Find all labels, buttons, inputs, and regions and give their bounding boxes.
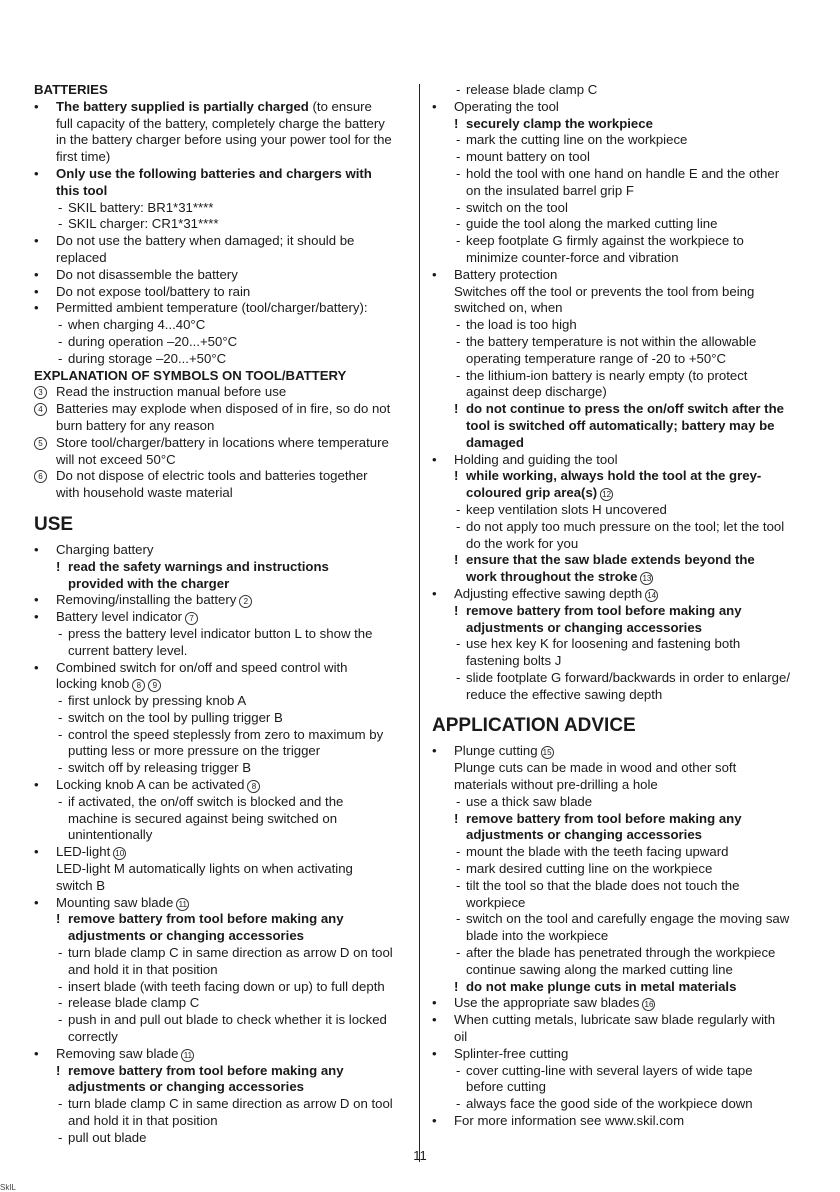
dash-continuation — [34, 643, 412, 660]
line-text: on the insulated barrel grip F — [466, 182, 634, 198]
warning-item — [432, 116, 810, 133]
dash-item — [432, 132, 810, 149]
line-text: switch off by releasing trigger B — [68, 760, 252, 776]
symbol-number-icon: 5 — [34, 437, 47, 450]
line-text: slide footplate G forward/backwards in order to enlarge/ — [466, 669, 790, 685]
dash-item — [34, 317, 412, 334]
line-text: oil — [454, 1029, 468, 1045]
dash-continuation — [432, 351, 810, 368]
dash-item — [34, 1012, 412, 1029]
dash-item — [432, 233, 810, 250]
symbol-number-icon: 4 — [34, 403, 47, 416]
dash-item — [432, 861, 810, 878]
figure-reference-icon: 15 — [541, 746, 554, 759]
dash-item — [34, 710, 412, 727]
line-text: USE — [34, 513, 74, 535]
line-text: mark desired cutting line on the workpiece — [466, 861, 713, 877]
line-text: For more information see www.skil.com — [454, 1113, 685, 1129]
line-text: Do not disassemble the battery — [56, 266, 238, 282]
line-text: (to ensure — [308, 98, 372, 114]
line-text: adjustments or changing accessories — [68, 928, 304, 944]
line-text: Combined switch for on/off and speed control with — [56, 659, 348, 675]
line-text: replaced — [56, 249, 107, 265]
warning-item — [34, 1063, 412, 1080]
line-text: Removing/installing the battery — [56, 592, 237, 608]
line-text: damaged — [466, 434, 524, 450]
warning-continuation — [432, 827, 810, 844]
figure-reference-icon: 12 — [600, 488, 613, 501]
dash-item — [432, 502, 810, 519]
bullet-continuation — [432, 284, 810, 301]
dash-item — [432, 166, 810, 183]
bullet-continuation — [432, 300, 810, 317]
line-text: when charging 4...40°C — [68, 317, 206, 333]
dash-item — [432, 1063, 810, 1080]
line-text: mark the cutting line on the workpiece — [466, 132, 688, 148]
warning-continuation — [432, 569, 810, 586]
line-text: coloured grip area(s) — [466, 485, 598, 501]
dash-continuation — [34, 1113, 412, 1130]
section-title — [34, 513, 412, 537]
line-text: with household waste material — [56, 485, 233, 501]
line-text: minimize counter-force and vibration — [466, 249, 679, 265]
dash-item — [432, 334, 810, 351]
bullet-item — [34, 233, 412, 250]
line-text: work throughout the stroke — [466, 569, 638, 585]
dash-item — [432, 149, 810, 166]
line-text: APPLICATION ADVICE — [432, 715, 636, 737]
line-text: operating temperature range of -20 to +50°C — [466, 350, 727, 366]
line-text: switch B — [56, 877, 106, 893]
dash-item — [432, 844, 810, 861]
line-text: switch on the tool — [466, 199, 568, 215]
line-text: Do not expose tool/battery to rain — [56, 283, 251, 299]
line-text: read the safety warnings and instructions — [68, 558, 329, 574]
bullet-item — [34, 895, 412, 912]
dash-item — [34, 945, 412, 962]
bullet-continuation — [432, 1029, 810, 1046]
line-text: switch on the tool and carefully engage the moving saw — [466, 911, 790, 927]
line-text: insert blade (with teeth facing down or up) to full depth — [68, 978, 385, 994]
dash-item — [432, 878, 810, 895]
bullet-item — [34, 592, 412, 609]
line-text: switch on the tool by pulling trigger B — [68, 709, 283, 725]
warning-item — [34, 559, 412, 576]
dash-item — [34, 979, 412, 996]
line-text: keep ventilation slots H uncovered — [466, 501, 667, 517]
warning-continuation — [34, 928, 412, 945]
dash-continuation — [432, 384, 810, 401]
line-text: if activated, the on/off switch is blocked and the — [68, 793, 344, 809]
line-text: press the battery level indicator button L to show the — [68, 625, 373, 641]
bold-text: Only use the following batteries and chargers with — [56, 165, 372, 181]
dash-item — [432, 945, 810, 962]
line-text: burn battery for any reason — [56, 417, 215, 433]
dash-item — [34, 760, 412, 777]
dash-item — [34, 334, 412, 351]
line-text: locking knob — [56, 676, 130, 692]
dash-item — [432, 670, 810, 687]
line-text: Store tool/charger/battery in locations where temperature — [56, 434, 389, 450]
bullet-item — [34, 300, 412, 317]
bullet-continuation — [34, 861, 412, 878]
dash-item — [34, 626, 412, 643]
warning-item — [432, 811, 810, 828]
bullet-item — [34, 660, 412, 677]
dash-continuation — [432, 687, 810, 704]
line-text: LED-light M automatically lights on when activating — [56, 861, 353, 877]
bullet-item — [432, 267, 810, 284]
bullet-item — [432, 452, 810, 469]
symbol-continuation — [34, 485, 412, 502]
line-text: machine is secured against being switched on — [68, 810, 338, 826]
figure-reference-icon: 7 — [185, 612, 198, 625]
line-text: first time) — [56, 149, 111, 165]
warning-item — [432, 401, 810, 418]
dash-item — [432, 82, 810, 99]
line-text: blade into the workpiece — [466, 928, 609, 944]
symbol-number-icon: 6 — [34, 470, 47, 483]
line-text: adjustments or changing accessories — [466, 827, 702, 843]
line-text: remove battery from tool before making any — [466, 602, 742, 618]
symbol-item — [34, 468, 412, 485]
dash-continuation — [432, 895, 810, 912]
dash-item — [34, 794, 412, 811]
line-text: full capacity of the battery, completely charge the battery — [56, 115, 385, 131]
line-text: first unlock by pressing knob A — [68, 693, 247, 709]
dash-item — [432, 794, 810, 811]
line-text: guide the tool along the marked cutting line — [466, 216, 718, 232]
warning-item — [432, 468, 810, 485]
section-title — [432, 714, 810, 738]
line-text: adjustments or changing accessories — [68, 1079, 304, 1095]
dash-item — [34, 1130, 412, 1147]
bullet-item — [34, 166, 412, 183]
bullet-continuation — [34, 183, 412, 200]
figure-reference-icon: 9 — [148, 679, 161, 692]
page-number: 11 — [413, 1148, 427, 1163]
figure-reference-icon: 14 — [645, 589, 658, 602]
warning-continuation — [432, 620, 810, 637]
bullet-item — [34, 99, 412, 116]
figure-reference-icon: 8 — [247, 780, 260, 793]
bullet-item — [432, 1113, 810, 1130]
warning-continuation — [34, 1079, 412, 1096]
dash-continuation — [34, 962, 412, 979]
bullet-item — [432, 586, 810, 603]
line-text: LED-light — [56, 844, 111, 860]
dash-continuation — [432, 962, 810, 979]
figure-reference-icon: 13 — [640, 572, 653, 585]
line-text: before cutting — [466, 1079, 546, 1095]
line-text: When cutting metals, lubricate saw blade regularly with — [454, 1012, 776, 1028]
line-text: ensure that the saw blade extends beyond the — [466, 552, 755, 568]
line-text: always face the good side of the workpiece down — [466, 1096, 753, 1112]
dash-item — [432, 368, 810, 385]
line-text: Battery level indicator — [56, 609, 183, 625]
symbol-item — [34, 384, 412, 401]
warning-item — [34, 911, 412, 928]
line-text: fastening bolts J — [466, 653, 562, 669]
line-text: in the battery charger before using your power tool for the — [56, 132, 392, 148]
dash-item — [432, 519, 810, 536]
figure-reference-icon: 8 — [132, 679, 145, 692]
bullet-continuation — [34, 676, 412, 693]
line-text: Removing saw blade — [56, 1045, 179, 1061]
dash-item — [34, 351, 412, 368]
line-text: workpiece — [466, 894, 526, 910]
line-text: Plunge cutting — [454, 743, 538, 759]
line-text: Switches off the tool or prevents the tool from being — [454, 283, 755, 299]
line-text: tilt the tool so that the blade does not touch the — [466, 877, 740, 893]
dash-continuation — [34, 1029, 412, 1046]
dash-item — [34, 693, 412, 710]
line-text: and hold it in that position — [68, 1113, 218, 1129]
warning-continuation — [432, 435, 810, 452]
line-text: Permitted ambient temperature (tool/charger/battery): — [56, 300, 368, 316]
bullet-item — [432, 995, 810, 1012]
bullet-item — [432, 743, 810, 760]
bullet-continuation — [34, 250, 412, 267]
column-divider — [419, 84, 420, 1162]
dash-continuation — [432, 928, 810, 945]
line-text: remove battery from tool before making any — [68, 911, 344, 927]
dash-item — [432, 1096, 810, 1113]
line-text: Locking knob A can be activated — [56, 777, 245, 793]
dash-item — [34, 1096, 412, 1113]
warning-item — [432, 603, 810, 620]
bullet-item — [34, 284, 412, 301]
line-text: adjustments or changing accessories — [466, 619, 702, 635]
bullet-continuation — [34, 149, 412, 166]
bullet-item — [432, 99, 810, 116]
line-text: do not make plunge cuts in metal materials — [466, 978, 737, 994]
dash-item — [432, 636, 810, 653]
dash-item — [34, 995, 412, 1012]
bullet-continuation — [34, 132, 412, 149]
dash-item — [432, 216, 810, 233]
line-text: SKIL battery: BR1*31**** — [68, 199, 214, 215]
line-text: SKIL charger: CR1*31**** — [68, 216, 219, 232]
line-text: Charging battery — [56, 541, 154, 557]
line-text: hold the tool with one hand on handle E and the other — [466, 165, 780, 181]
warning-item — [432, 979, 810, 996]
bullet-item — [432, 1012, 810, 1029]
line-text: EXPLANATION OF SYMBOLS ON TOOL/BATTERY — [34, 367, 347, 383]
line-text: against deep discharge) — [466, 384, 607, 400]
bold-text: this tool — [56, 182, 108, 198]
bullet-continuation — [432, 760, 810, 777]
line-text: Read the instruction manual before use — [56, 384, 287, 400]
figure-reference-icon: 11 — [181, 1049, 194, 1062]
bold-text: The battery supplied is partially charged — [56, 98, 309, 114]
line-text: will not exceed 50°C — [56, 451, 176, 467]
figure-reference-icon: 10 — [113, 847, 126, 860]
dash-continuation — [432, 183, 810, 200]
dash-item — [432, 911, 810, 928]
line-text: continue sawing along the marked cutting line — [466, 961, 733, 977]
warning-continuation — [34, 576, 412, 593]
line-text: Adjusting effective sawing depth — [454, 585, 643, 601]
symbol-continuation — [34, 418, 412, 435]
warning-item — [432, 552, 810, 569]
line-text: release blade clamp C — [466, 82, 598, 97]
line-text: Splinter-free cutting — [454, 1045, 569, 1061]
line-text: mount the blade with the teeth facing upward — [466, 844, 729, 860]
line-text: Plunge cuts can be made in wood and other soft — [454, 760, 737, 776]
line-text: unintentionally — [68, 827, 153, 843]
line-text: Do not dispose of electric tools and batteries together — [56, 468, 368, 484]
line-text: turn blade clamp C in same direction as arrow D on tool — [68, 1096, 393, 1112]
figure-reference-icon: 16 — [642, 998, 655, 1011]
line-text: remove battery from tool before making any — [466, 810, 742, 826]
bullet-item — [432, 1046, 810, 1063]
line-text: after the blade has penetrated through the workpiece — [466, 945, 776, 961]
line-text: reduce the effective sawing depth — [466, 686, 663, 702]
dash-continuation — [34, 827, 412, 844]
line-text: cover cutting-line with several layers of wide tape — [466, 1062, 753, 1078]
bullet-continuation — [432, 777, 810, 794]
line-text: and hold it in that position — [68, 961, 218, 977]
line-text: Do not use the battery when damaged; it should be — [56, 233, 355, 249]
dash-continuation — [34, 743, 412, 760]
figure-reference-icon: 2 — [239, 595, 252, 608]
line-text: turn blade clamp C in same direction as arrow D on tool — [68, 945, 393, 961]
line-text: the load is too high — [466, 317, 577, 333]
symbol-number-icon: 3 — [34, 386, 47, 399]
line-text: keep footplate G firmly against the workpiece to — [466, 233, 744, 249]
line-text: correctly — [68, 1029, 118, 1045]
dash-continuation — [432, 250, 810, 267]
bullet-item — [34, 1046, 412, 1063]
dash-item — [432, 317, 810, 334]
dash-item — [432, 200, 810, 217]
line-text: pull out blade — [68, 1129, 147, 1145]
bullet-item — [34, 542, 412, 559]
line-text: control the speed steplessly from zero to maximum by — [68, 726, 384, 742]
line-text: tool is switched off automatically; battery may be — [466, 417, 775, 433]
line-text: Holding and guiding the tool — [454, 451, 618, 467]
figure-reference-icon: 11 — [176, 898, 189, 911]
left-column — [34, 82, 412, 1147]
line-text: materials without pre-drilling a hole — [454, 777, 658, 793]
bullet-item — [34, 777, 412, 794]
dash-continuation — [34, 811, 412, 828]
line-text: push in and pull out blade to check whether it is locked — [68, 1012, 387, 1028]
dash-continuation — [432, 1079, 810, 1096]
bullet-continuation — [34, 116, 412, 133]
bullet-continuation — [34, 878, 412, 895]
line-text: the lithium-ion battery is nearly empty (to protect — [466, 367, 748, 383]
line-text: mount battery on tool — [466, 149, 590, 165]
bullet-item — [34, 844, 412, 861]
dash-continuation — [432, 653, 810, 670]
right-column — [432, 82, 810, 1130]
line-text: current battery level. — [68, 642, 188, 658]
line-text: while working, always hold the tool at the grey- — [466, 468, 762, 484]
symbol-item — [34, 401, 412, 418]
line-text: the battery temperature is not within the allowable — [466, 333, 757, 349]
line-text: during storage –20...+50°C — [68, 350, 227, 366]
line-text: Mounting saw blade — [56, 894, 174, 910]
line-text: BATTERIES — [34, 82, 108, 97]
line-text: do not continue to press the on/off switch after the — [466, 401, 784, 417]
line-text: use a thick saw blade — [466, 793, 593, 809]
line-text: do the work for you — [466, 535, 579, 551]
line-text: during operation –20...+50°C — [68, 333, 238, 349]
section-heading — [34, 368, 412, 385]
dash-item — [34, 727, 412, 744]
line-text: putting less or more pressure on the trigger — [68, 743, 321, 759]
warning-continuation — [432, 418, 810, 435]
bullet-item — [34, 267, 412, 284]
line-text: release blade clamp C — [68, 995, 200, 1011]
warning-continuation — [432, 485, 810, 502]
line-text: Battery protection — [454, 266, 558, 282]
line-text: remove battery from tool before making any — [68, 1062, 344, 1078]
line-text: securely clamp the workpiece — [466, 115, 653, 131]
symbol-item — [34, 435, 412, 452]
dash-item — [34, 200, 412, 217]
section-heading — [34, 82, 412, 99]
line-text: use hex key K for loosening and fastening both — [466, 636, 741, 652]
bullet-item — [34, 609, 412, 626]
symbol-continuation — [34, 452, 412, 469]
line-text: Use the appropriate saw blades — [454, 995, 640, 1011]
line-text: Batteries may explode when disposed of in fire, so do not — [56, 401, 391, 417]
line-text: do not apply too much pressure on the tool; let the tool — [466, 518, 785, 534]
corner-mark: SkIL — [0, 1183, 17, 1192]
dash-item — [34, 216, 412, 233]
line-text: provided with the charger — [68, 575, 230, 591]
line-text: switched on, when — [454, 300, 563, 316]
line-text: Operating the tool — [454, 98, 559, 114]
dash-continuation — [432, 536, 810, 553]
